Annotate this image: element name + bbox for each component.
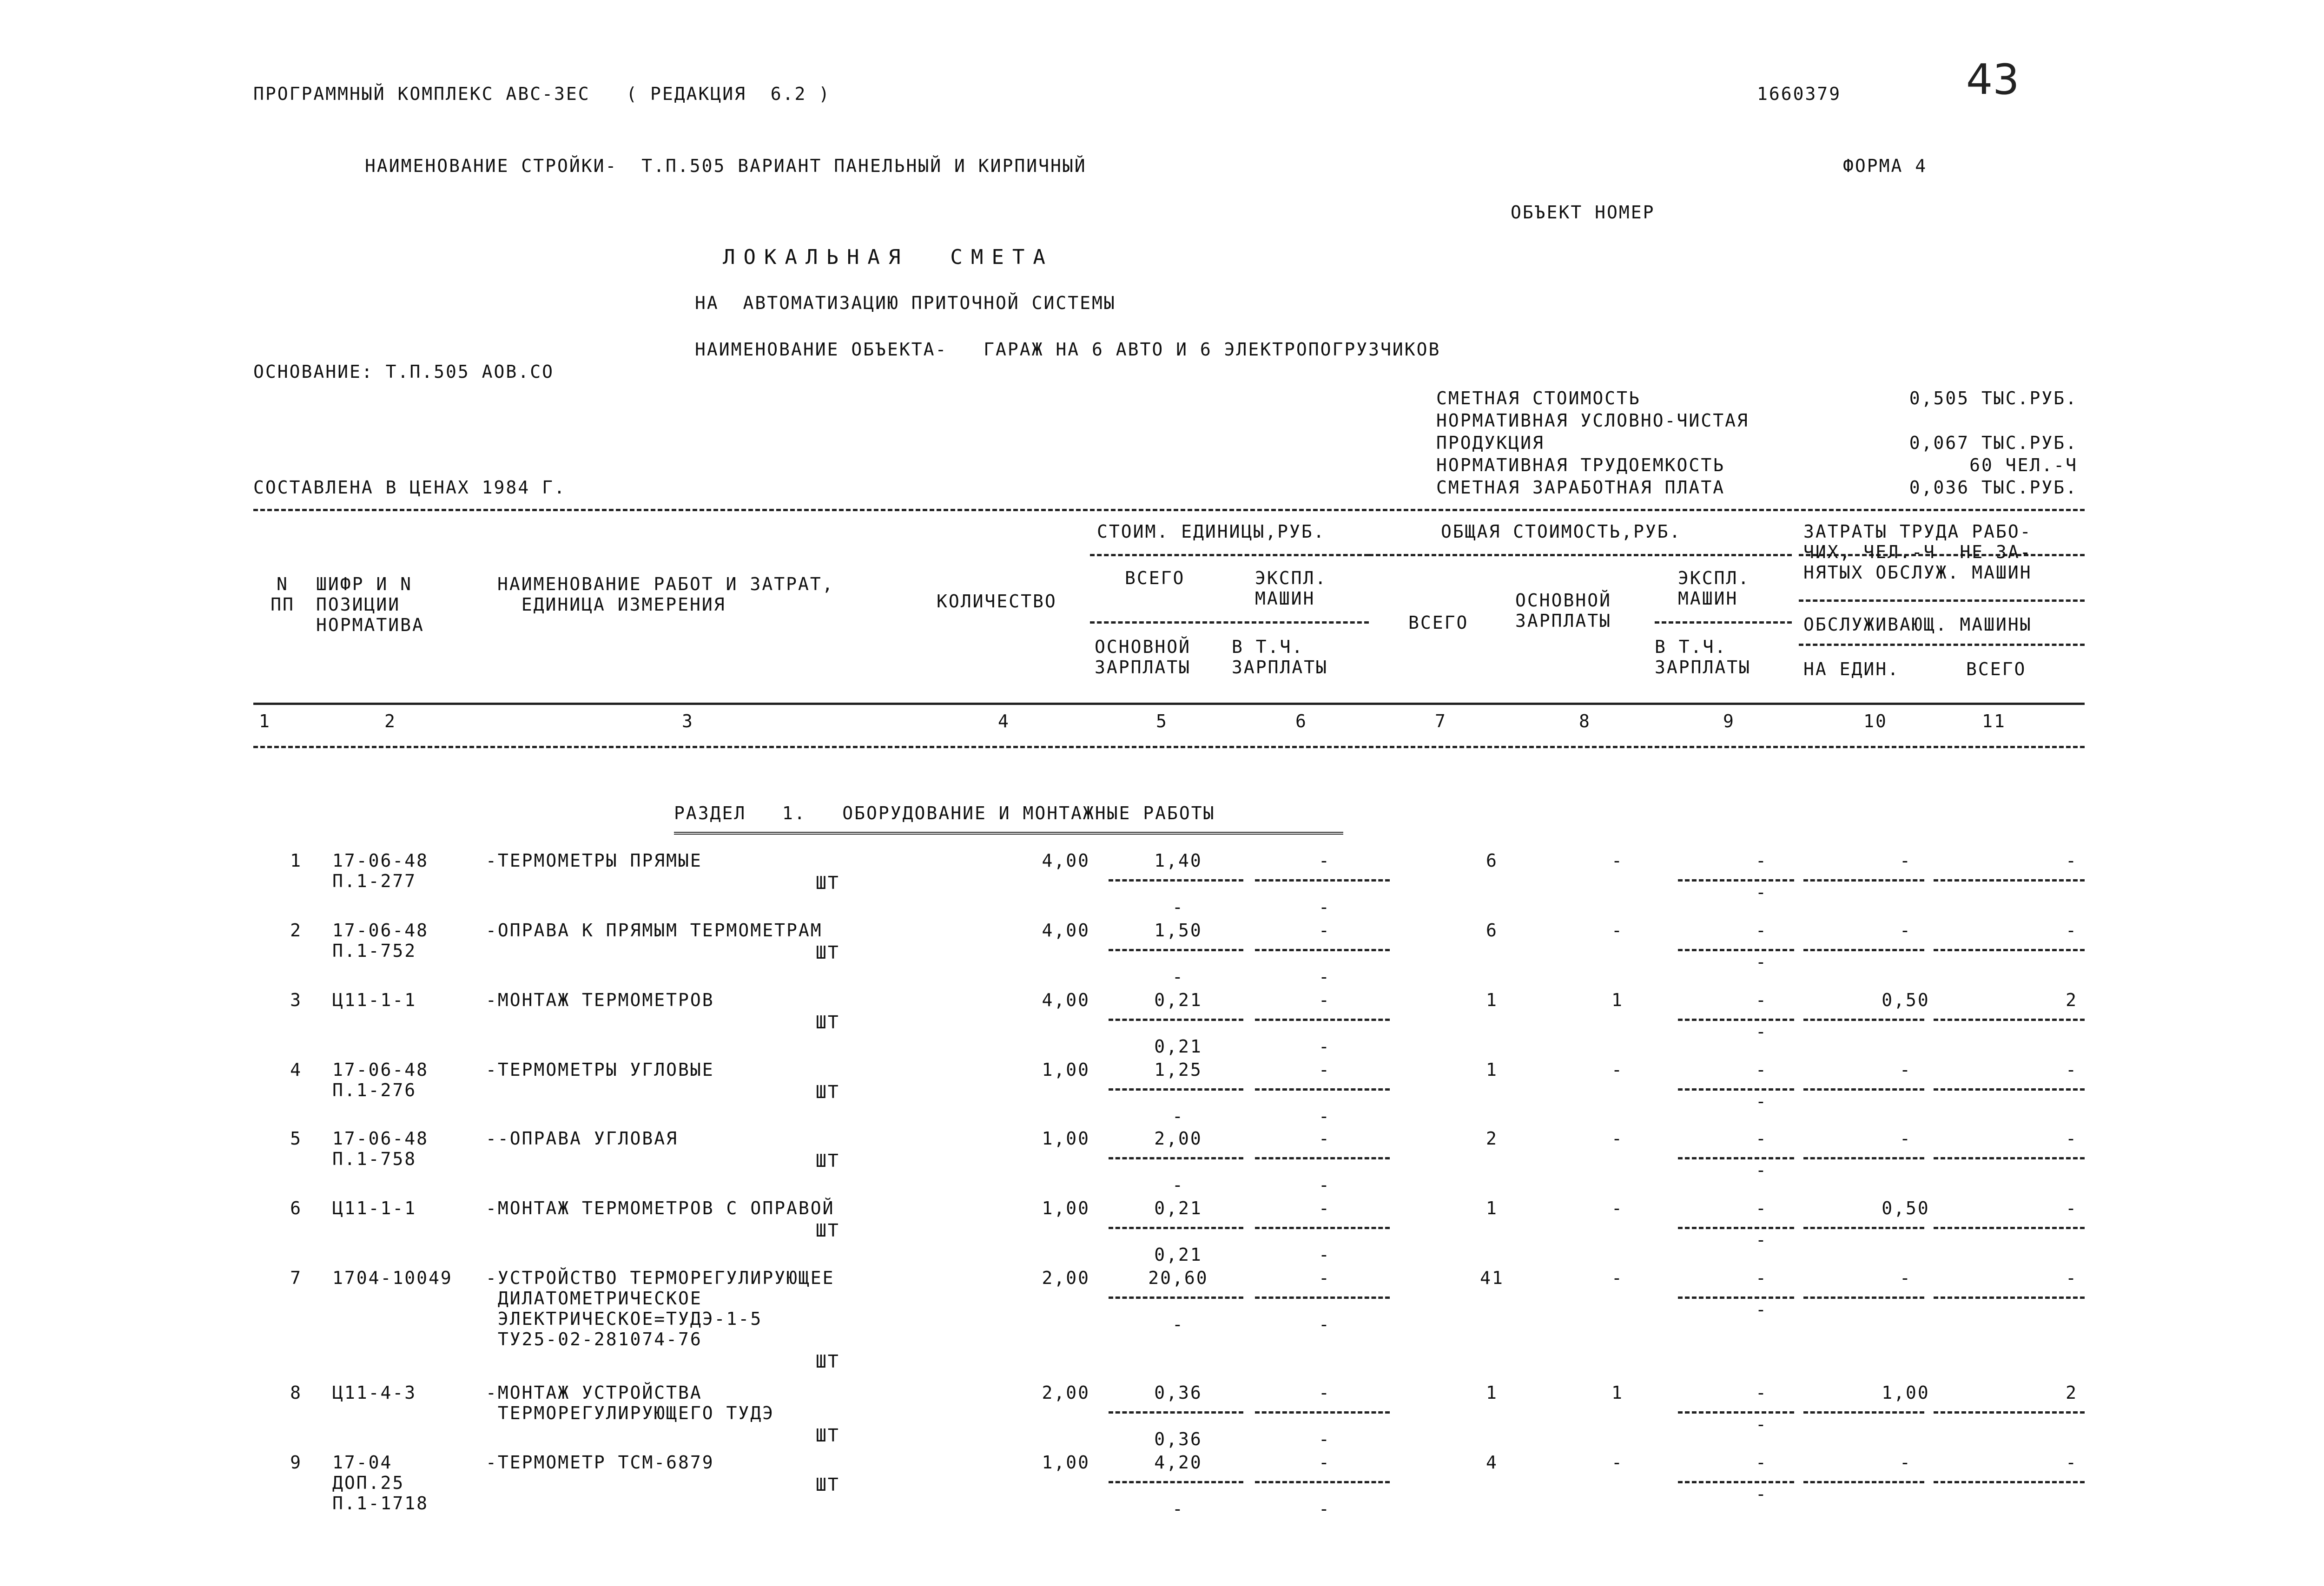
cell-divider: [1934, 1296, 2085, 1299]
col-header-6: ЭКСПЛ. МАШИН: [1255, 568, 1327, 609]
cell-divider: [1678, 1227, 1794, 1229]
row-unit-wage: -: [1172, 1499, 1184, 1519]
cell-divider: [1678, 949, 1794, 951]
row-labor-total: -: [2066, 1452, 2078, 1473]
row-labor-unit: -: [1900, 1060, 1912, 1080]
row-machine-wage: -: [1319, 1175, 1331, 1195]
row-unit-cost: 0,21: [1154, 990, 1202, 1010]
row-machine-cost: -: [1319, 850, 1331, 871]
row-total-machine-wage: -: [1756, 1230, 1768, 1250]
row-labor-total: 2: [2066, 1382, 2078, 1403]
row-total-machine: -: [1756, 1198, 1768, 1218]
row-quantity: 1,00: [1042, 1128, 1090, 1149]
row-labor-total: -: [2066, 1060, 2078, 1080]
row-quantity: 2,00: [1042, 1268, 1090, 1288]
column-number: 5: [1156, 711, 1168, 731]
row-code: Ц11-1-1: [332, 1198, 417, 1218]
table-rule: [1090, 621, 1369, 624]
row-number: 7: [290, 1268, 302, 1288]
cell-divider: [1255, 1481, 1390, 1483]
cell-divider: [1803, 949, 1924, 951]
row-labor-total: -: [2066, 1128, 2078, 1149]
row-labor-unit: 1,00: [1882, 1382, 1930, 1403]
row-total-machine: -: [1756, 920, 1768, 941]
row-code: 17-06-48 П.1-277: [332, 850, 429, 891]
col-header-9: ЭКСПЛ. МАШИН: [1678, 568, 1750, 609]
row-total-machine-wage: -: [1756, 1091, 1768, 1112]
row-name: -МОНТАЖ ТЕРМОМЕТРОВ: [486, 990, 714, 1010]
row-total-machine-wage: -: [1756, 1160, 1768, 1180]
summary-label: НОРМАТИВНАЯ УСЛОВНО-ЧИСТАЯ: [1436, 410, 1749, 431]
row-total-machine: -: [1756, 850, 1768, 871]
column-number: 9: [1723, 711, 1735, 731]
object-number: ОБЪЕКТ НОМЕР: [1511, 202, 1655, 223]
row-unit: ШТ: [816, 942, 840, 963]
cell-divider: [1678, 1411, 1794, 1414]
row-machine-cost: -: [1319, 1128, 1331, 1149]
row-name: -ОПРАВА К ПРЯМЫМ ТЕРМОМЕТРАМ: [486, 920, 823, 941]
cell-divider: [1109, 1296, 1243, 1299]
cell-divider: [1109, 1088, 1243, 1091]
row-labor-unit: -: [1900, 1268, 1912, 1288]
cell-divider: [1934, 879, 2085, 882]
table-rule: [1369, 554, 1792, 556]
row-labor-unit: 0,50: [1882, 1198, 1930, 1218]
cell-divider: [1255, 1157, 1390, 1159]
column-number: 4: [998, 711, 1010, 731]
col-header-5: ВСЕГО: [1125, 568, 1185, 588]
summary-label: СМЕТНАЯ ЗАРАБОТНАЯ ПЛАТА: [1436, 477, 1725, 498]
row-total-machine: -: [1756, 990, 1768, 1010]
summary-label: НОРМАТИВНАЯ ТРУДОЕМКОСТЬ: [1436, 455, 1725, 475]
row-total-wage: -: [1611, 1128, 1624, 1149]
row-machine-cost: -: [1319, 1452, 1331, 1473]
row-unit-wage: -: [1172, 897, 1184, 917]
row-total: 1: [1486, 990, 1498, 1010]
row-code: 17-06-48 П.1-758: [332, 1128, 429, 1169]
row-machine-wage: -: [1319, 1244, 1331, 1265]
row-number: 5: [290, 1128, 302, 1149]
row-total-wage: -: [1611, 1268, 1624, 1288]
object-name: НАИМЕНОВАНИЕ ОБЪЕКТА- ГАРАЖ НА 6 АВТО И 6 ЭЛЕКТРОПОГРУЗЧИКОВ: [695, 339, 1441, 360]
cell-divider: [1934, 949, 2085, 951]
column-number: 3: [682, 711, 694, 731]
row-unit-wage: -: [1172, 1314, 1184, 1335]
row-labor-unit: -: [1900, 1452, 1912, 1473]
cell-divider: [1109, 1157, 1243, 1159]
col-header-qty: КОЛИЧЕСТВО: [937, 591, 1057, 612]
section-title: РАЗДЕЛ 1. ОБОРУДОВАНИЕ И МОНТАЖНЫЕ РАБОТЫ: [674, 803, 1215, 823]
summary-value: 0,036 ТЫС.РУБ.: [1909, 477, 2078, 498]
cell-divider: [1934, 1411, 2085, 1414]
cell-divider: [1109, 1411, 1243, 1414]
row-name: -ТЕРМОМЕТР ТСМ-6879: [486, 1452, 714, 1473]
table-rule: [1655, 621, 1792, 624]
row-code: 17-06-48 П.1-276: [332, 1060, 429, 1100]
row-unit-cost: 1,40: [1154, 850, 1202, 871]
cell-divider: [1109, 1019, 1243, 1021]
row-unit: ШТ: [816, 1012, 840, 1033]
row-unit-wage: 0,21: [1154, 1244, 1202, 1265]
row-quantity: 1,00: [1042, 1452, 1090, 1473]
cell-divider: [1678, 879, 1794, 882]
row-total-machine-wage: -: [1756, 1299, 1768, 1320]
cell-divider: [1109, 879, 1243, 882]
column-number: 11: [1982, 711, 2006, 731]
cell-divider: [1255, 949, 1390, 951]
table-rule-bottom: [253, 746, 2085, 748]
row-labor-unit: -: [1900, 850, 1912, 871]
column-number: 7: [1435, 711, 1447, 731]
summary-value: 0,067 ТЫС.РУБ.: [1909, 433, 2078, 453]
row-number: 1: [290, 850, 302, 871]
col-header-7: ВСЕГО: [1408, 612, 1469, 633]
row-unit: ШТ: [816, 1151, 840, 1171]
column-number: 1: [259, 711, 271, 731]
cell-divider: [1255, 1227, 1390, 1229]
row-total-machine-wage: -: [1756, 1021, 1768, 1042]
row-machine-cost: -: [1319, 1060, 1331, 1080]
row-machine-cost: -: [1319, 1198, 1331, 1218]
row-number: 4: [290, 1060, 302, 1080]
cell-divider: [1934, 1481, 2085, 1483]
row-unit-wage: -: [1172, 1175, 1184, 1195]
row-unit: ШТ: [816, 1351, 840, 1372]
cell-divider: [1678, 1481, 1794, 1483]
row-code: 17-06-48 П.1-752: [332, 920, 429, 961]
row-number: 8: [290, 1382, 302, 1403]
row-unit-wage: 0,21: [1154, 1036, 1202, 1057]
row-total: 1: [1486, 1060, 1498, 1080]
row-code: Ц11-4-3: [332, 1382, 417, 1403]
row-unit-cost: 1,25: [1154, 1060, 1202, 1080]
row-unit: ШТ: [816, 1082, 840, 1102]
row-unit: ШТ: [816, 1220, 840, 1241]
row-total: 6: [1486, 920, 1498, 941]
row-total-wage: -: [1611, 1060, 1624, 1080]
row-total-machine: -: [1756, 1382, 1768, 1403]
row-total-machine: -: [1756, 1060, 1768, 1080]
cell-divider: [1803, 1411, 1924, 1414]
row-number: 6: [290, 1198, 302, 1218]
cell-divider: [1109, 1481, 1243, 1483]
row-total-machine: -: [1756, 1128, 1768, 1149]
column-number: 6: [1295, 711, 1307, 731]
cell-divider: [1109, 1227, 1243, 1229]
cell-divider: [1678, 1296, 1794, 1299]
row-name: -ТЕРМОМЕТРЫ УГЛОВЫЕ: [486, 1060, 714, 1080]
row-name: -УСТРОЙСТВО ТЕРМОРЕГУЛИРУЮЩЕЕ ДИЛАТОМЕТРИЧЕСКОЕ ЭЛЕКТРИЧЕСКОЕ=ТУДЭ-1-5 ТУ25-02-281074-76: [486, 1268, 835, 1349]
row-total-wage: -: [1611, 1198, 1624, 1218]
row-machine-wage: -: [1319, 1429, 1331, 1449]
row-machine-cost: -: [1319, 920, 1331, 941]
cell-divider: [1255, 1411, 1390, 1414]
row-total: 1: [1486, 1382, 1498, 1403]
col-header-total-cost: ОБЩАЯ СТОИМОСТЬ,РУБ.: [1441, 521, 1682, 542]
row-total: 4: [1486, 1452, 1498, 1473]
col-header-11: ВСЕГО: [1966, 659, 2027, 679]
row-total-machine-wage: -: [1756, 952, 1768, 972]
cell-divider: [1803, 879, 1924, 882]
row-code: 17-04 ДОП.25 П.1-1718: [332, 1452, 429, 1514]
row-unit-cost: 20,60: [1148, 1268, 1208, 1288]
summary-label: ПРОДУКЦИЯ: [1436, 433, 1545, 453]
row-labor-total: 2: [2066, 990, 2078, 1010]
row-number: 2: [290, 920, 302, 941]
table-rule: [253, 703, 2085, 705]
row-name: --ОПРАВА УГЛОВАЯ: [486, 1128, 679, 1149]
row-total-machine-wage: -: [1756, 882, 1768, 902]
document-title: ЛОКАЛЬНАЯ СМЕТА: [723, 245, 1054, 269]
row-machine-wage: -: [1319, 1106, 1331, 1126]
cell-divider: [1934, 1088, 2085, 1091]
row-labor-unit: -: [1900, 1128, 1912, 1149]
cell-divider: [1255, 879, 1390, 882]
row-total-wage: -: [1611, 1452, 1624, 1473]
row-number: 9: [290, 1452, 302, 1473]
col-header-10b: НА ЕДИН.: [1803, 659, 1900, 679]
col-header-n: N ПП: [271, 574, 295, 615]
cell-divider: [1934, 1227, 2085, 1229]
row-labor-total: -: [2066, 920, 2078, 941]
row-labor-unit: 0,50: [1882, 990, 1930, 1010]
row-total: 2: [1486, 1128, 1498, 1149]
cell-divider: [1934, 1157, 2085, 1159]
row-machine-wage: -: [1319, 1499, 1331, 1519]
row-machine-wage: -: [1319, 967, 1331, 987]
software-line: ПРОГРАММНЫЙ КОМПЛЕКС АВС-3ЕС ( РЕДАКЦИЯ 6.2 ): [253, 84, 831, 104]
col-header-6b: В Т.Ч. ЗАРПЛАТЫ: [1232, 637, 1328, 678]
row-labor-total: -: [2066, 850, 2078, 871]
row-total-wage: 1: [1611, 1382, 1624, 1403]
row-total-machine: -: [1756, 1268, 1768, 1288]
row-name: -МОНТАЖ УСТРОЙСТВА ТЕРМОРЕГУЛИРУЮЩЕГО ТУДЭ: [486, 1382, 775, 1423]
table-rule: [1799, 644, 2085, 646]
table-rule: [1799, 599, 2085, 602]
col-header-code: ШИФР И N ПОЗИЦИИ НОРМАТИВА: [316, 574, 424, 635]
row-quantity: 4,00: [1042, 990, 1090, 1010]
column-number: 10: [1863, 711, 1888, 731]
row-total: 6: [1486, 850, 1498, 871]
row-labor-unit: -: [1900, 920, 1912, 941]
table-rule-top: [253, 509, 2085, 511]
row-total-wage: -: [1611, 920, 1624, 941]
row-unit: ШТ: [816, 1474, 840, 1495]
cell-divider: [1803, 1296, 1924, 1299]
row-total-machine-wage: -: [1756, 1484, 1768, 1504]
estimate-subject: НА АВТОМАТИЗАЦИЮ ПРИТОЧНОЙ СИСТЕМЫ: [695, 293, 1116, 313]
row-unit-cost: 0,21: [1154, 1198, 1202, 1218]
row-unit: ШТ: [816, 873, 840, 893]
column-number: 8: [1579, 711, 1591, 731]
row-machine-cost: -: [1319, 990, 1331, 1010]
row-name: -МОНТАЖ ТЕРМОМЕТРОВ С ОПРАВОЙ: [486, 1198, 835, 1218]
cell-divider: [1255, 1088, 1390, 1091]
row-total-wage: -: [1611, 850, 1624, 871]
col-header-8: ОСНОВНОЙ ЗАРПЛАТЫ: [1515, 590, 1612, 631]
row-code: 1704-10049: [332, 1268, 453, 1288]
row-quantity: 1,00: [1042, 1060, 1090, 1080]
row-unit-cost: 4,20: [1154, 1452, 1202, 1473]
summary-value: 0,505 ТЫС.РУБ.: [1909, 388, 2078, 408]
prices-basis: СОСТАВЛЕНА В ЦЕНАХ 1984 Г.: [253, 477, 566, 498]
page-number: 43: [1966, 55, 2020, 104]
row-unit-wage: 0,36: [1154, 1429, 1202, 1449]
row-quantity: 1,00: [1042, 1198, 1090, 1218]
cell-divider: [1803, 1019, 1924, 1021]
col-header-5b: ОСНОВНОЙ ЗАРПЛАТЫ: [1095, 637, 1191, 678]
row-name: -ТЕРМОМЕТРЫ ПРЯМЫЕ: [486, 850, 702, 871]
row-unit-cost: 2,00: [1154, 1128, 1202, 1149]
construction-name: НАИМЕНОВАНИЕ СТРОЙКИ- Т.П.505 ВАРИАНТ ПАНЕЛЬНЫЙ И КИРПИЧНЫЙ: [365, 156, 1087, 176]
column-number: 2: [384, 711, 396, 731]
summary-label: СМЕТНАЯ СТОИМОСТЬ: [1436, 388, 1641, 408]
cell-divider: [1678, 1019, 1794, 1021]
cell-divider: [1934, 1019, 2085, 1021]
cell-divider: [1803, 1088, 1924, 1091]
col-header-unit-cost: СТОИМ. ЕДИНИЦЫ,РУБ.: [1097, 521, 1326, 542]
row-machine-wage: -: [1319, 1314, 1331, 1335]
row-unit-wage: -: [1172, 1106, 1184, 1126]
col-header-labor: ЗАТРАТЫ ТРУДА РАБО- ЧИХ, ЧЕЛ.-Ч НЕ ЗА- НЯТЫХ ОБСЛУЖ. МАШИН: [1803, 521, 2032, 583]
row-total: 41: [1480, 1268, 1504, 1288]
row-machine-cost: -: [1319, 1382, 1331, 1403]
cell-divider: [1255, 1019, 1390, 1021]
row-labor-total: -: [2066, 1198, 2078, 1218]
row-total-wage: 1: [1611, 990, 1624, 1010]
row-unit-wage: -: [1172, 967, 1184, 987]
row-total: 1: [1486, 1198, 1498, 1218]
summary-value: 60 ЧЕЛ.-Ч: [1969, 455, 2078, 475]
cell-divider: [1678, 1088, 1794, 1091]
col-header-10: ОБСЛУЖИВАЮЩ. МАШИНЫ: [1803, 614, 2032, 635]
basis: ОСНОВАНИЕ: Т.П.505 АОВ.СО: [253, 362, 554, 382]
cell-divider: [1678, 1157, 1794, 1159]
row-machine-wage: -: [1319, 897, 1331, 917]
document-number: 1660379: [1757, 84, 1842, 104]
row-machine-wage: -: [1319, 1036, 1331, 1057]
row-quantity: 4,00: [1042, 850, 1090, 871]
cell-divider: [1803, 1157, 1924, 1159]
cell-divider: [1803, 1481, 1924, 1483]
col-header-name: НАИМЕНОВАНИЕ РАБОТ И ЗАТРАТ, ЕДИНИЦА ИЗМЕРЕНИЯ: [497, 574, 834, 615]
row-machine-cost: -: [1319, 1268, 1331, 1288]
row-quantity: 2,00: [1042, 1382, 1090, 1403]
cell-divider: [1255, 1296, 1390, 1299]
col-header-9b: В Т.Ч. ЗАРПЛАТЫ: [1655, 637, 1751, 678]
table-rule: [1090, 554, 1369, 556]
section-underline: [674, 832, 1343, 835]
row-unit-cost: 1,50: [1154, 920, 1202, 941]
row-number: 3: [290, 990, 302, 1010]
row-unit: ШТ: [816, 1425, 840, 1446]
row-total-machine-wage: -: [1756, 1414, 1768, 1435]
row-unit-cost: 0,36: [1154, 1382, 1202, 1403]
row-code: Ц11-1-1: [332, 990, 417, 1010]
form-label: ФОРМА 4: [1843, 156, 1928, 176]
cell-divider: [1803, 1227, 1924, 1229]
cell-divider: [1109, 949, 1243, 951]
row-total-machine: -: [1756, 1452, 1768, 1473]
row-quantity: 4,00: [1042, 920, 1090, 941]
row-labor-total: -: [2066, 1268, 2078, 1288]
